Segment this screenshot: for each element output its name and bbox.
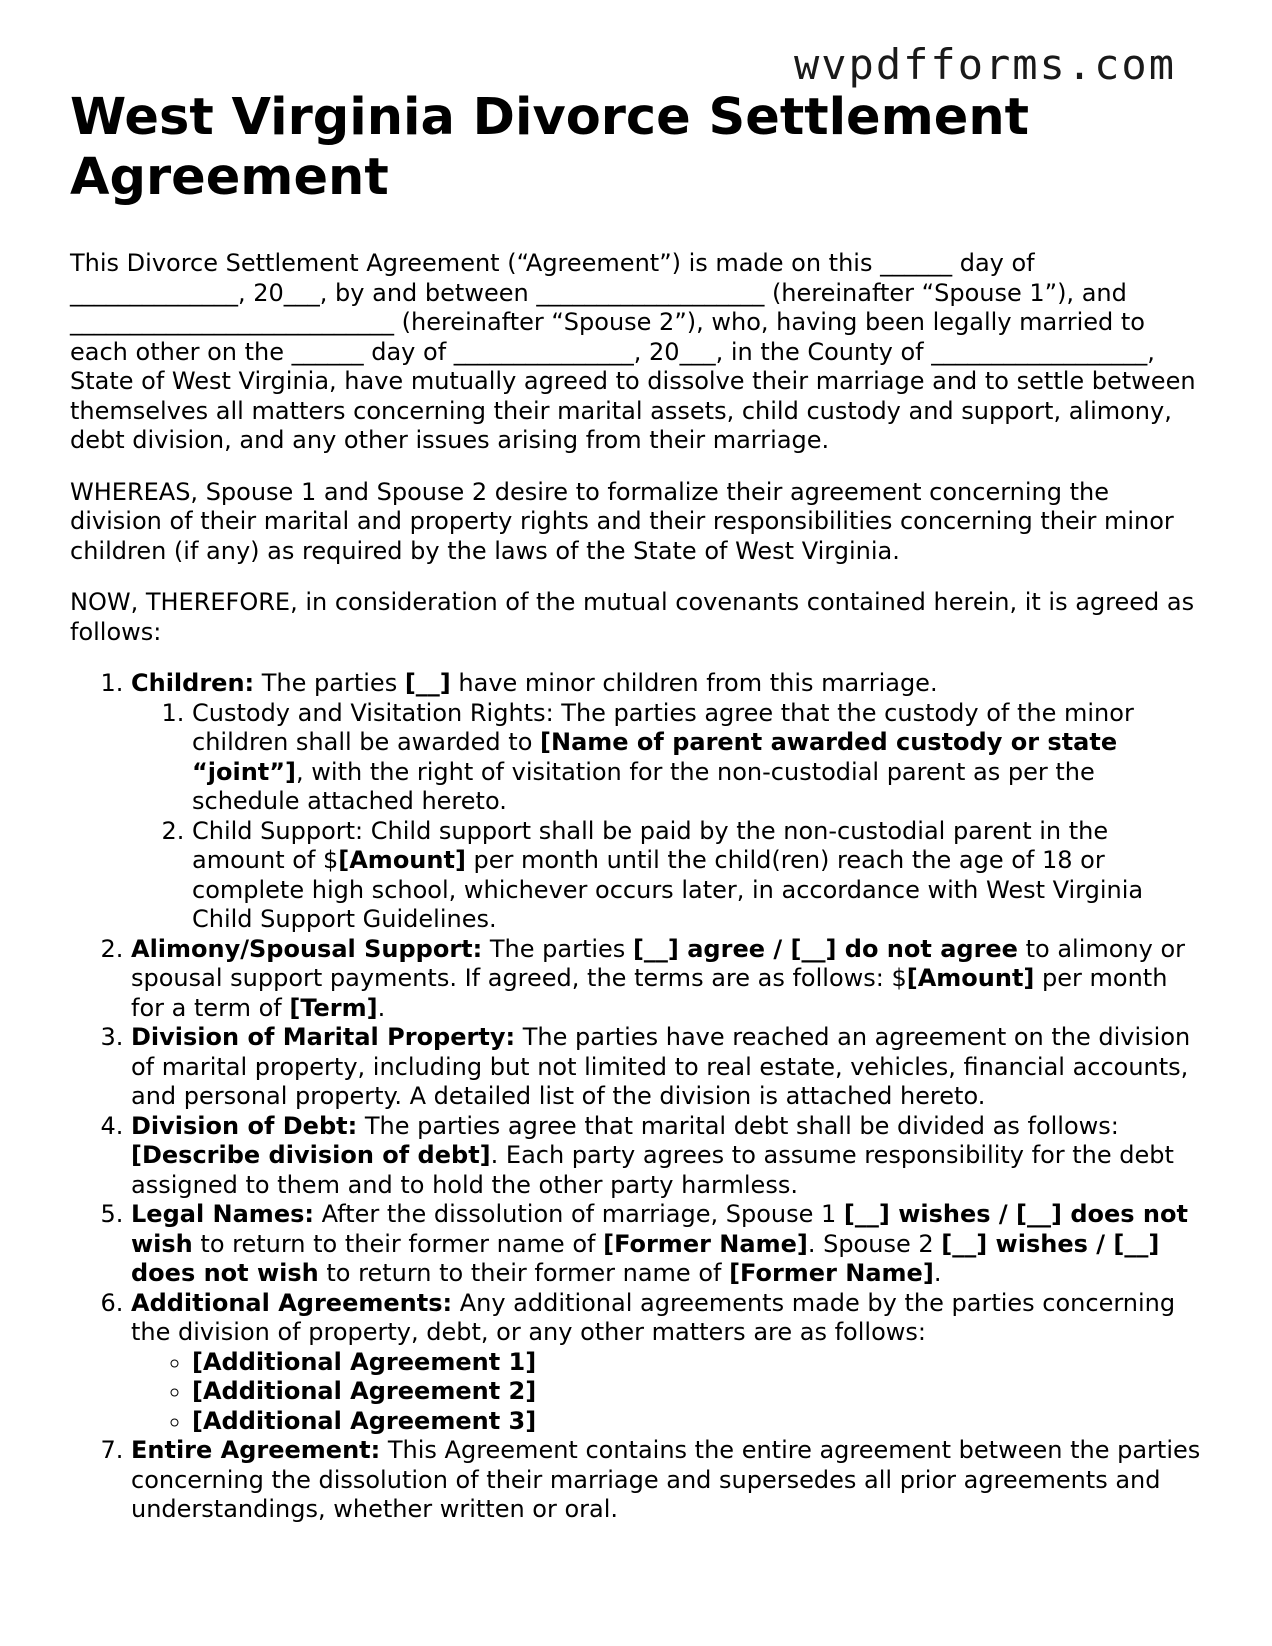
placeholder-debt: [Describe division of debt] (131, 1141, 491, 1169)
term-heading: Additional Agreements: (131, 1288, 453, 1317)
term-heading: Legal Names: (131, 1200, 314, 1228)
placeholder-agree: [__] agree / [__] do not agree (632, 934, 1018, 963)
additional-agreements-list (131, 1348, 1202, 1437)
term-entire (131, 1436, 1202, 1525)
placeholder-former-name: [Former Name] (603, 1229, 808, 1258)
placeholder-wish: [__] wishes / [__] does not wish (131, 1229, 1160, 1287)
term-legal-names (131, 1200, 1202, 1289)
document-title: West Virginia Divorce Settlement Agreement (70, 88, 1030, 207)
subterm-custody (192, 699, 1202, 817)
term-text: The parties (254, 669, 405, 697)
term-text: have minor children from this marriage. (450, 669, 938, 697)
whereas-paragraph: WHEREAS, Spouse 1 and Spouse 2 desire to formalize their agreement concerning the division of their marital and property rights and their responsibilities concerning their minor children (if any) as required by the laws of the State of West Virginia. (70, 477, 1174, 565)
term-text: The parties agree that marital debt shall be divided as follows: (357, 1111, 1119, 1140)
term-text: This Agreement contains the entire agreement between the parties concerning the dissolution of their marriage and supersedes all prior agreements and understandings, whether written or oral. (131, 1436, 1201, 1523)
placeholder-term: [Term] (289, 993, 378, 1022)
term-heading: Division of Debt: (131, 1111, 358, 1140)
term-text: After the dissolution of marriage, Spouse 1 (313, 1200, 844, 1228)
term-text: The parties (482, 934, 633, 963)
site-watermark: wvpdfforms.com (793, 40, 1176, 89)
term-text: to alimony or spousal support payments. If agreed, the terms are as follows: $ (131, 934, 1186, 992)
list-item (192, 1377, 1202, 1407)
term-heading: Division of Marital Property: (131, 1023, 516, 1051)
term-text: to return to their former name of (192, 1229, 604, 1258)
placeholder-additional: [Additional Agreement 1] (192, 1347, 537, 1376)
term-text: The parties have reached an agreement on the division of marital property, including but not limited to real estate, vehicles, financial accounts, and personal property. A detailed list of the division is attached hereto. (131, 1023, 1191, 1110)
term-text: Any additional agreements made by the parties concerning the division of property, debt, or any other matters are as follows: (131, 1288, 1176, 1346)
term-debt (131, 1112, 1202, 1201)
subterm-child-support (192, 817, 1202, 935)
term-heading: Alimony/Spousal Support: (131, 934, 483, 963)
terms-list (70, 669, 1202, 1525)
term-text: . Each party agrees to assume responsibility for the debt assigned to them and to hold the other party harmless. (131, 1141, 1174, 1199)
list-item (192, 1348, 1202, 1378)
placeholder-wish: [__] wishes / [__] does not wish (131, 1200, 1188, 1258)
now-therefore-paragraph: NOW, THEREFORE, in consideration of the mutual covenants contained herein, it is agreed as follows: (70, 588, 1195, 646)
placeholder-additional: [Additional Agreement 3] (192, 1406, 537, 1435)
placeholder-custody: [Name of parent awarded custody or state “joint”] (192, 728, 1118, 786)
term-text: per month until the child(ren) reach the age of 18 or complete high school, whichever occurs later, in accordance with West Virginia Child Support Guidelines. (192, 846, 1144, 933)
term-text: per month for a term of (131, 964, 1168, 1022)
placeholder-amount: [Amount] (906, 964, 1035, 992)
term-alimony (131, 935, 1202, 1024)
term-text: Child Support: Child support shall be paid by the non-custodial parent in the amount of $ (192, 816, 1109, 874)
intro-paragraph: This Divorce Settlement Agreement (“Agreement”) is made on this ______ day of ______________, 20___, by and between ___________________ (hereinafter “Spouse 1”), and ___________________________ (hereinafter “Spouse 2”), who, having been legally married to each other on the ______ day of _______________, 20___, in the County of __________________, State of West Virginia, have mutually agreed to dissolve their marriage and to settle between themselves all matters concerning their marital assets, child custody and support, alimony, debt division, and any other issues arising from their marriage. (70, 249, 1196, 454)
term-text: to return to their former name of (318, 1259, 730, 1287)
term-text: Custody and Visitation Rights: The parties agree that the custody of the minor children shall be awarded to (192, 698, 1134, 756)
children-sublist (131, 699, 1202, 935)
document-page (70, 88, 1202, 1525)
term-text: . Spouse 2 (807, 1229, 942, 1258)
placeholder-amount: [Amount] (338, 846, 466, 874)
term-text: , with the right of visitation for the non-custodial parent as per the schedule attached hereto. (192, 757, 1095, 815)
term-additional (131, 1289, 1202, 1437)
term-children (131, 669, 1202, 935)
placeholder-additional: [Additional Agreement 2] (192, 1377, 537, 1405)
list-item (192, 1407, 1202, 1437)
term-property (131, 1023, 1202, 1112)
placeholder-former-name: [Former Name] (729, 1259, 934, 1287)
term-text: . (377, 993, 386, 1022)
term-heading: Children: (131, 669, 255, 697)
term-heading: Entire Agreement: (131, 1436, 381, 1464)
term-text: . (933, 1259, 942, 1287)
placeholder-checkbox: [__] (404, 669, 451, 697)
